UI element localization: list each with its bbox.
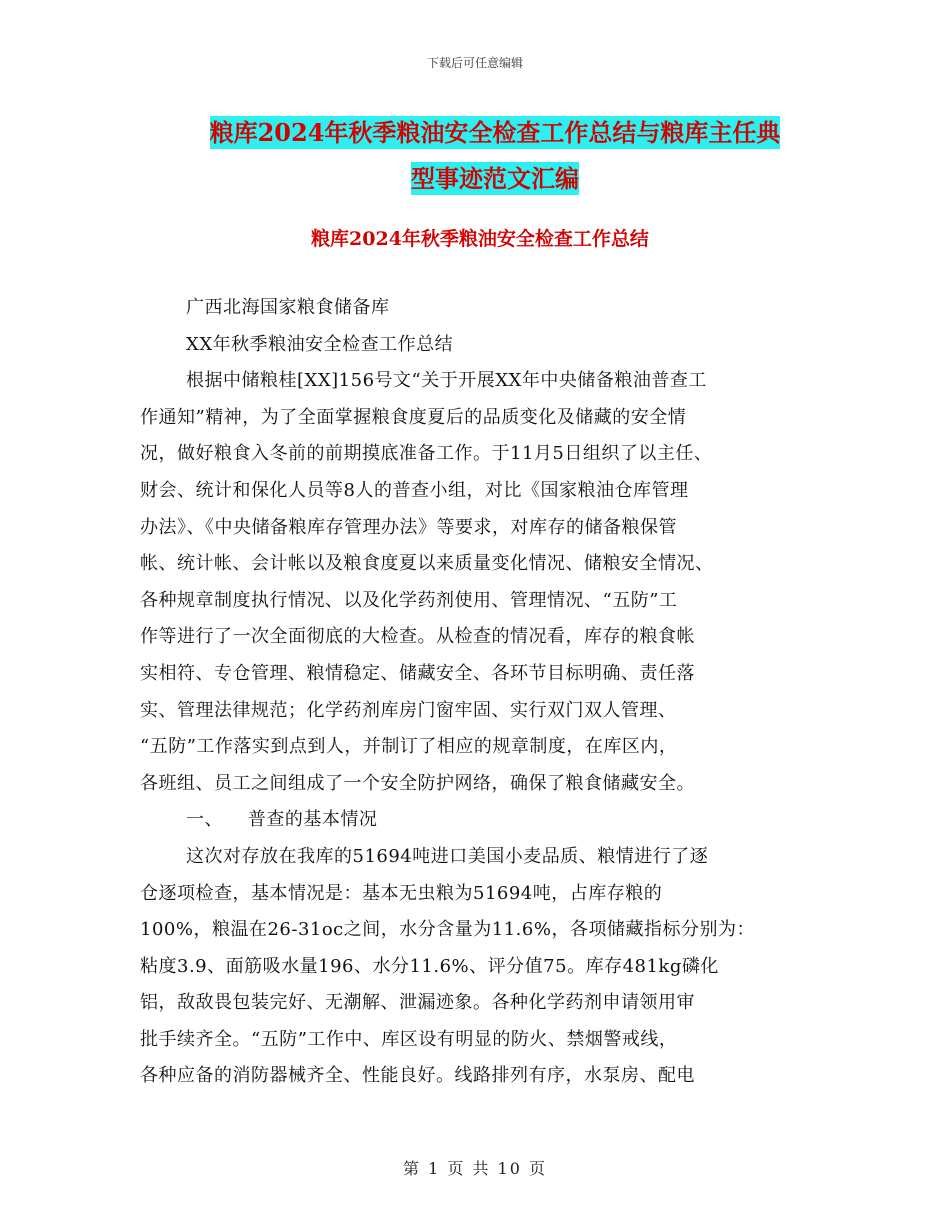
- page-footer: 第 1 页 共 10 页: [403, 1159, 547, 1178]
- text-line: 各种规章制度执行情况、以及化学药剂使用、管理情况、“五防”工: [140, 589, 678, 611]
- text-line: 根据中储粮桂[XX]156号文“关于开展XX年中央储备粮油普查工: [186, 370, 707, 392]
- text-line: 这次对存放在我库的51694吨进口美国小麦品质、粮情进行了逐: [186, 845, 709, 867]
- text-line: 实、管理法律规范；化学药剂库房门窗牢固、实行双门双人管理、: [140, 699, 677, 721]
- text-line: 各种应备的消防器械齐全、性能良好。线路排列有序，水泵房、配电: [140, 1065, 695, 1087]
- text-line: 作通知”精神，为了全面掌握粮食度夏后的品质变化及储藏的安全情: [140, 406, 687, 428]
- document-title: [140, 110, 850, 202]
- section-heading: 一、 普查的基本情况: [186, 809, 378, 831]
- text-line: 广西北海国家粮食储备库: [186, 297, 390, 318]
- document-title-line-2: 型事迹范文汇编: [411, 164, 579, 193]
- text-line: 100%，粮温在26-31oc之间，水分含量为11.6%，各项储藏指标分别为：: [140, 919, 755, 941]
- body-text: [140, 290, 820, 1095]
- text-line: 仓逐项检查，基本情况是：基本无虫粮为51694吨，占库存粮的: [140, 882, 663, 904]
- text-line: 批手续齐全。“五防”工作中、库区设有明显的防火、禁烟警戒线，: [140, 1028, 678, 1050]
- text-line: 各班组、员工之间组成了一个安全防护网络，确保了粮食储藏安全。: [140, 772, 695, 794]
- text-line: 帐、统计帐、会计帐以及粮食度夏以来质量变化情况、储粮安全情况、: [140, 553, 714, 575]
- text-line: XX年秋季粮油安全检查工作总结: [186, 333, 454, 355]
- text-line: 办法》、《中央储备粮库存管理办法》等要求，对库存的储备粮保管: [140, 516, 677, 538]
- text-line: 财会、统计和保化人员等8人的普查小组，对比《国家粮油仓库管理: [140, 479, 689, 501]
- section-title: 粮库2024年秋季粮油安全检查工作总结: [311, 228, 649, 250]
- document-title-line-1: 粮库2024年秋季粮油安全检查工作总结与粮库主任典: [209, 118, 781, 147]
- text-line: 实相符、专仓管理、粮情稳定、储藏安全、各环节目标明确、责任落: [140, 662, 695, 684]
- text-line: 粘度3.9、面筋吸水量196、水分11.6%、评分值75。库存481kg磷化: [140, 955, 719, 977]
- text-line: “五防”工作落实到点到人，并制订了相应的规章制度，在库区内，: [140, 736, 678, 758]
- text-line: 铝，敌敌畏包装完好、无潮解、泄漏迹象。各种化学药剂申请领用审: [140, 992, 695, 1014]
- header-note: 下载后可任意编辑: [426, 56, 523, 70]
- text-line: 作等进行了一次全面彻底的大检查。从检查的情况看，库存的粮食帐: [140, 626, 695, 648]
- text-line: 况，做好粮食入冬前的前期摸底准备工作。于11月5日组织了以主任、: [140, 443, 713, 465]
